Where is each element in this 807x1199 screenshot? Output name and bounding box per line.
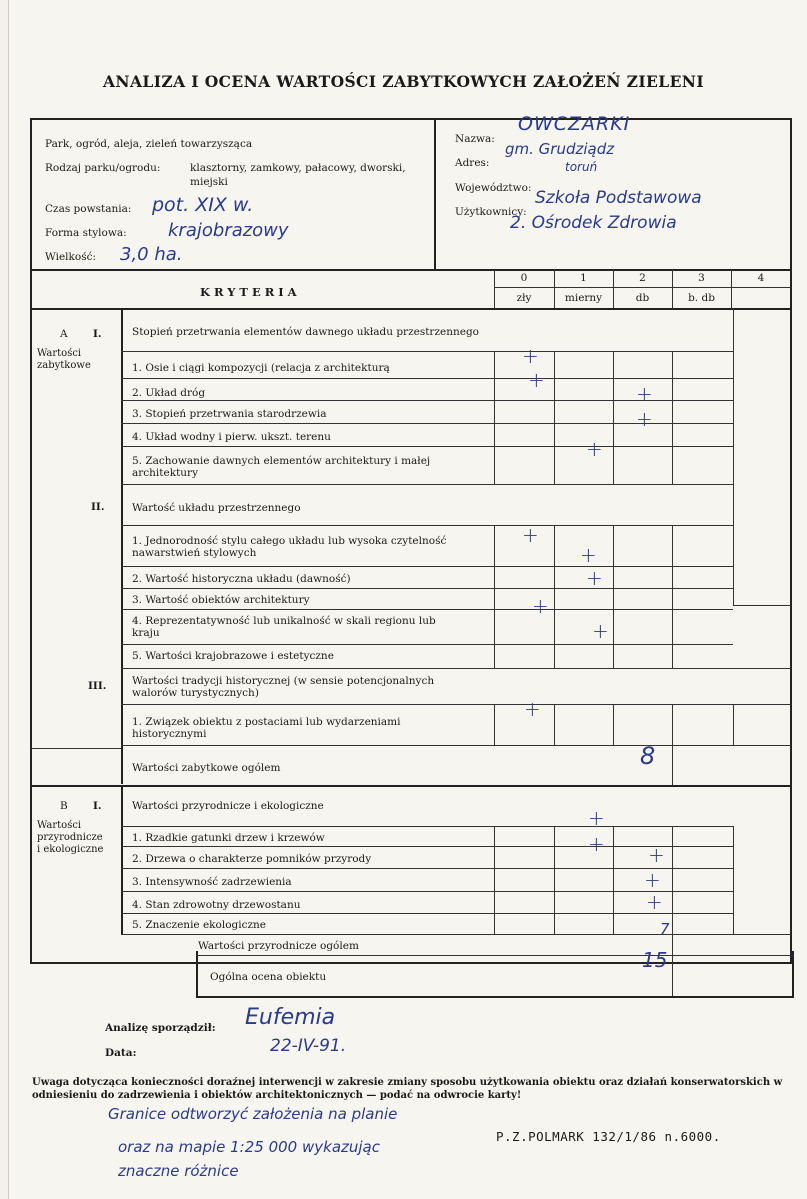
data-label: Data: xyxy=(105,1047,137,1059)
row-line xyxy=(121,378,733,379)
rodzaj-options-2: miejski xyxy=(190,176,228,188)
handwritten-note-3: znaczne różnice xyxy=(118,1162,239,1180)
grid-col-2c xyxy=(613,704,614,745)
row-line xyxy=(121,484,733,485)
item-b1-5: 5. Znaczenie ekologiczne xyxy=(132,919,267,931)
grid-col-3 xyxy=(672,351,673,484)
score-num-0: 0 xyxy=(520,272,528,284)
row-line xyxy=(121,846,733,847)
item-a1-4: 4. Układ wodny i pierw. ukszt. terenu xyxy=(132,431,331,443)
row-line xyxy=(121,566,733,567)
grid-col-4-end xyxy=(733,605,791,606)
row-line xyxy=(121,351,733,352)
grid-col-2 xyxy=(613,351,614,484)
score-num-3: 3 xyxy=(698,272,705,284)
row-line xyxy=(121,868,733,869)
overall-label: Ogólna ocena obiektu xyxy=(210,971,327,983)
row-line xyxy=(121,609,733,610)
adres-value-2: toruń xyxy=(565,160,598,174)
grid-col-3c xyxy=(672,704,673,785)
score-num-2: 2 xyxy=(639,272,646,284)
section-a-total-value: 8 xyxy=(640,742,656,770)
grid-col-0 xyxy=(494,351,495,484)
grid-col-3b xyxy=(672,525,673,668)
row-line xyxy=(121,826,733,827)
wojewodztwo-value: Szkoła Podstawowa xyxy=(535,188,702,208)
item-b1-2: 2. Drzewa o charakterze pomników przyrody xyxy=(132,853,372,865)
section-b-total-value: 7 xyxy=(660,920,670,938)
score-label-2: db xyxy=(635,292,650,304)
item-a1-1: 1. Osie i ciągi kompozycji (relacja z architekturą xyxy=(132,362,390,374)
score-mark-b-i-5: + xyxy=(646,890,663,914)
score-mark-a-ii-1: + xyxy=(522,523,539,547)
score-label-1: mierny xyxy=(564,292,603,304)
score-mark-a-i-5: + xyxy=(586,437,603,461)
section-a-roman-1: I. xyxy=(93,328,102,340)
forma-label: Forma stylowa: xyxy=(45,227,127,239)
score-mark-a-ii-3: + xyxy=(586,566,603,590)
uzytkownicy-value: 2. Ośrodek Zdrowia xyxy=(510,213,677,233)
grid-col-1 xyxy=(554,351,555,484)
kryteria-label: KRYTERIA xyxy=(200,285,301,299)
item-a2-5: 5. Wartości krajobrazowe i estetyczne xyxy=(132,650,334,662)
wielkosc-value: 3,0 ha. xyxy=(120,244,183,265)
score-mark-a-ii-5: + xyxy=(592,619,609,643)
group-a2-heading: Wartość układu przestrzennego xyxy=(132,502,301,514)
row-line xyxy=(121,934,791,935)
grid-b-col-4 xyxy=(733,826,734,934)
section-a-total-label: Wartości zabytkowe ogólem xyxy=(132,762,281,774)
score-mark-b-i-3: + xyxy=(648,843,665,867)
item-b1-1: 1. Rzadkie gatunki drzew i krzewów xyxy=(132,832,325,844)
group-a3-heading: Wartości tradycji historycznej (w sensie potencjonalnych walorów turystycznych) xyxy=(132,675,435,699)
row-line xyxy=(121,704,791,705)
group-b1-heading: Wartości przyrodnicze i ekologiczne xyxy=(132,800,324,812)
nazwa-value: OWCZARKI xyxy=(518,113,631,135)
grid-col-0c xyxy=(494,704,495,745)
note-text: Uwaga dotycząca konieczności doraźnej interwencji w zakresie zmiany sposobu użytkowania obiektu oraz działań konserwatorskich w odniesieniu do zadrzewienia i obiektów architektonicznych — podać na odwrocie karty! xyxy=(32,1077,783,1101)
grid-col-1c xyxy=(554,704,555,745)
criteria-header-bottom xyxy=(31,308,791,310)
score-mark-a-i-2: + xyxy=(528,368,545,392)
data-value: 22-IV-91. xyxy=(270,1036,347,1056)
wojewodztwo-label: Województwo: xyxy=(455,182,532,194)
score-mark-a-ii-4: + xyxy=(532,594,549,618)
group-a1-heading: Stopień przetrwania elementów dawnego układu przestrzennego xyxy=(132,326,479,338)
score-mark-a-ii-2: + xyxy=(580,543,597,567)
row-line xyxy=(121,745,791,746)
score-mark-b-i-4: + xyxy=(644,868,661,892)
rodzaj-options: klasztorny, zamkowy, pałacowy, dworski, xyxy=(190,162,406,174)
item-a2-1: 1. Jednorodność stylu całego układu lub wysoka czytelność nawarstwień stylowych xyxy=(132,535,447,559)
section-b-roman: I. xyxy=(93,800,102,812)
grid-col-0b xyxy=(494,525,495,668)
section-a-left-line xyxy=(31,748,121,749)
score-mark-b-i-1: + xyxy=(588,806,605,830)
item-a2-2: 2. Wartość historyczna układu (dawność) xyxy=(132,573,351,585)
row-line xyxy=(121,525,733,526)
item-a1-2: 2. Układ dróg xyxy=(132,387,206,399)
score-mark-a-iii-1: + xyxy=(524,697,541,721)
grid-col-2b xyxy=(613,525,614,668)
uzytkownicy-label: Użytkownicy: xyxy=(455,206,527,218)
score-mark-a-i-1: + xyxy=(522,344,539,368)
czas-value: pot. XIX w. xyxy=(152,194,254,216)
handwritten-note-2: oraz na mapie 1:25 000 wykazując xyxy=(118,1138,380,1156)
czas-label: Czas powstania: xyxy=(45,203,132,215)
overall-top-line xyxy=(196,955,794,956)
handwritten-note-1: Granice odtworzyć założenia na planie xyxy=(108,1105,398,1123)
row-line xyxy=(121,913,733,914)
grid-col-4 xyxy=(733,309,734,605)
nazwa-label: Nazwa: xyxy=(455,133,495,145)
section-b-total-label: Wartości przyrodnicze ogólem xyxy=(198,940,359,952)
score-num-4: 4 xyxy=(757,272,765,284)
row-line xyxy=(121,644,733,645)
section-a-roman-3: III. xyxy=(88,680,107,692)
grid-b-col-0 xyxy=(494,826,495,934)
score-mark-b-i-2: + xyxy=(588,832,605,856)
rodzaj-label: Rodzaj parku/ogrodu: xyxy=(45,162,161,174)
score-mark-a-i-3: + xyxy=(636,382,653,406)
item-a2-4: 4. Reprezentatywność lub unikalność w skali regionu lub kraju xyxy=(132,615,436,639)
item-b1-3: 3. Intensywność zadrzewienia xyxy=(132,876,292,888)
grid-b-col-1 xyxy=(554,826,555,934)
section-a-label: Wartości zabytkowe xyxy=(37,348,91,371)
section-split-line xyxy=(31,785,791,787)
section-a-divider xyxy=(121,309,123,784)
score-header-mid xyxy=(494,287,791,288)
item-a3-1: 1. Związek obiektu z postaciami lub wydarzeniami historycznymi xyxy=(132,716,401,740)
score-label-3: b. db xyxy=(688,292,715,304)
header-divider xyxy=(434,119,436,269)
score-label-0: zły xyxy=(516,292,532,304)
item-b1-4: 4. Stan zdrowotny drzewostanu xyxy=(132,899,301,911)
row-line xyxy=(121,446,733,447)
item-a1-5: 5. Zachowanie dawnych elementów architektury i małej architektury xyxy=(132,455,431,479)
section-b-code: B xyxy=(60,800,68,812)
header-bottom-line xyxy=(31,269,791,271)
section-b-label: Wartości przyrodnicze i ekologiczne xyxy=(37,820,104,855)
adres-label: Adres: xyxy=(455,157,490,169)
row-line xyxy=(121,891,733,892)
overall-value: 15 xyxy=(642,948,668,972)
item-a1-3: 3. Stopień przetrwania starodrzewia xyxy=(132,408,327,420)
row-line xyxy=(121,588,733,589)
analiza-label: Analizę sporządził: xyxy=(105,1022,216,1034)
wielkosc-label: Wielkość: xyxy=(45,251,97,263)
grid-col-1b xyxy=(554,525,555,668)
printer-mark: P.Z.POLMARK 132/1/86 n.6000. xyxy=(496,1129,721,1144)
grid-b-col-2 xyxy=(613,826,614,934)
grid-col-4c xyxy=(733,704,734,745)
score-mark-a-i-4: + xyxy=(636,407,653,431)
item-a2-3: 3. Wartość obiektów architektury xyxy=(132,594,310,606)
section-a-code: A xyxy=(60,328,68,340)
park-label: Park, ogród, aleja, zieleń towarzysząca xyxy=(45,138,253,150)
forma-value: krajobrazowy xyxy=(168,220,289,241)
page-title: ANALIZA I OCENA WARTOŚCI ZABYTKOWYCH ZAŁOŻEŃ ZIELENI xyxy=(102,72,704,91)
section-a-roman-2: II. xyxy=(91,501,105,513)
analiza-value: Eufemia xyxy=(245,1005,336,1030)
row-line xyxy=(121,668,791,669)
adres-value: gm. Grudziądz xyxy=(505,140,615,158)
score-num-1: 1 xyxy=(580,272,587,284)
